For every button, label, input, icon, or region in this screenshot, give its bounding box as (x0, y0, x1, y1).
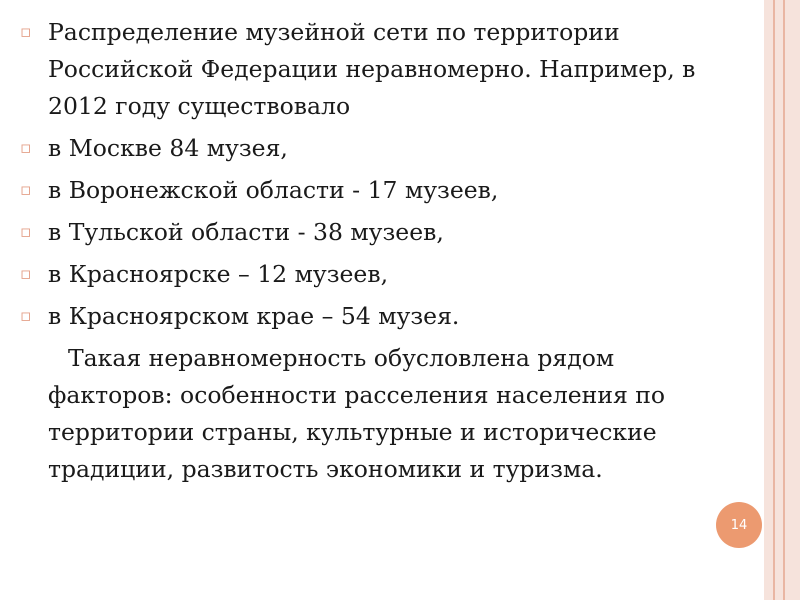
page-number-badge: 14 (716, 502, 762, 548)
bullet-item-moscow (20, 130, 740, 167)
bullet-item-intro (20, 14, 740, 125)
bullet-text: в Воронежской области - 17 музеев, (48, 176, 499, 204)
bullet-arrow-icon: ▫ (20, 222, 32, 242)
bullet-arrow-icon: ▫ (20, 180, 32, 200)
bullet-arrow-icon: ▫ (20, 264, 32, 284)
bullet-arrow-icon: ▫ (20, 138, 32, 158)
bullet-item-krasnoyarsk-krai (20, 298, 740, 335)
right-frame-line-outer (773, 0, 775, 600)
bullet-text: в Москве 84 музея, (48, 134, 288, 162)
bullet-text: в Красноярском крае – 54 музея. (48, 302, 460, 330)
right-frame-band (764, 0, 800, 600)
slide-content (20, 14, 740, 488)
bullet-arrow-icon: ▫ (20, 306, 32, 326)
bullet-text: Распределение музейной сети по территории Российской Федерации неравномерно. Например, в 2012 году существовало (48, 18, 696, 120)
right-frame-line-inner (783, 0, 785, 600)
bullet-item-krasnoyarsk (20, 256, 740, 293)
bullet-item-voronezh (20, 172, 740, 209)
bullet-item-tula (20, 214, 740, 251)
bullet-text: в Красноярске – 12 музеев, (48, 260, 389, 288)
bullet-arrow-icon: ▫ (20, 22, 32, 42)
bullet-text: в Тульской области - 38 музеев, (48, 218, 444, 246)
conclusion-paragraph: Такая неравномерность обусловлена рядом факторов: особенности расселения населения по территории страны, культурные и исторические традиции, развитость экономики и туризма. (48, 344, 666, 483)
